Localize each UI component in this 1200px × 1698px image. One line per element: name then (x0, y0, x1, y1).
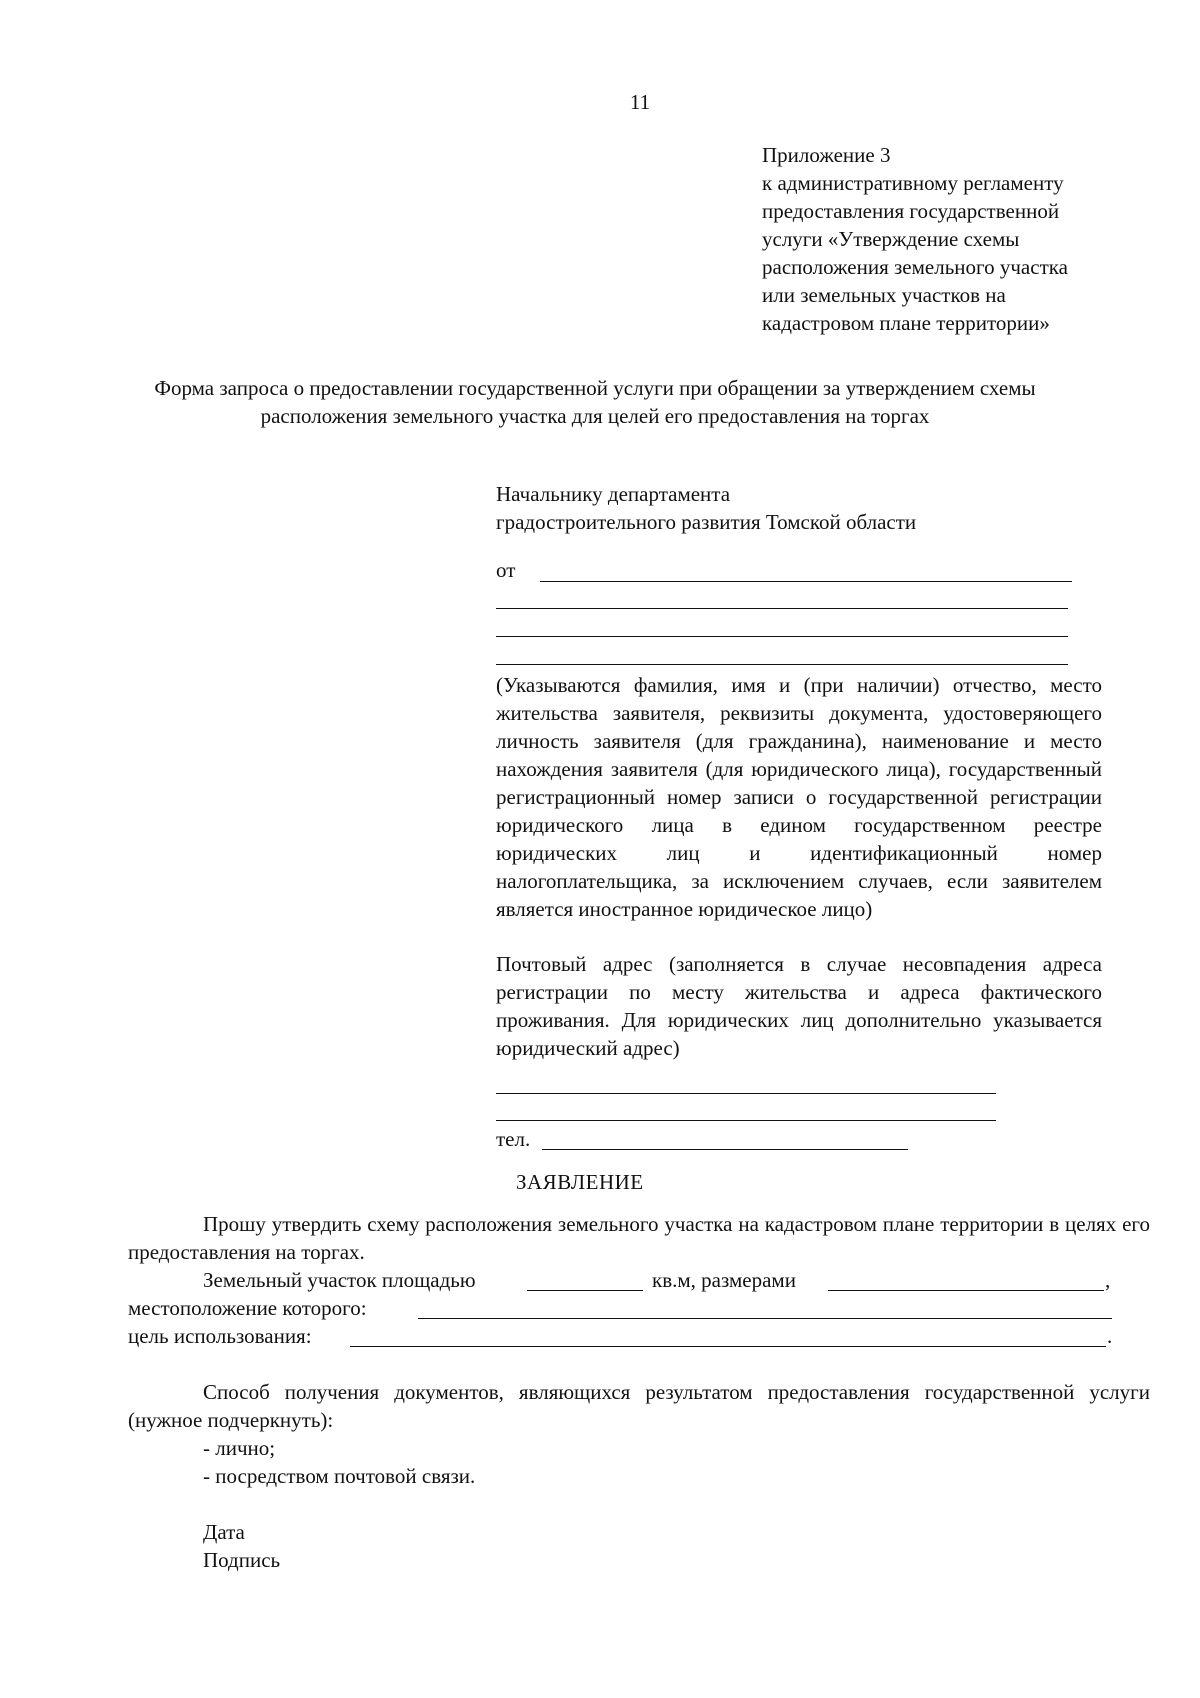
plot-area-field[interactable] (527, 1290, 643, 1291)
form-title: Форма запроса о предоставлении государственной услуги при обращении за утверждением схемы расположения земельного участка для целей его предоставления на торгах (154, 376, 1036, 428)
appendix-line: Приложение 3 (762, 143, 891, 167)
from-field-line[interactable] (540, 581, 1072, 582)
plot-area-row (203, 1266, 476, 1294)
appendix-line: или земельных участков на (762, 283, 1006, 307)
plot-trailing-comma: , (1105, 1268, 1111, 1292)
page-number: 11 (629, 90, 651, 114)
statement-paragraph (128, 1210, 1150, 1266)
appendix-line: услуги «Утверждение схемы (762, 227, 1020, 251)
delivery-option-mail[interactable]: - посредством почтовой связи. (203, 1464, 476, 1488)
plot-area-label: Земельный участок площадью (203, 1268, 476, 1292)
postal-note-text: Почтовый адрес (заполняется в случае несовпадения адреса регистрации по месту жительства и адреса фактического проживания. Для юридических лиц дополнительно указывается юридический адрес) (496, 952, 1102, 1060)
appendix-line: расположения земельного участка (762, 255, 1068, 279)
appendix-line: к административному регламенту (762, 171, 1064, 195)
from-field-line-2[interactable] (496, 608, 1068, 609)
tel-field-line[interactable] (542, 1149, 908, 1150)
delivery-option-in-person[interactable]: - лично; (203, 1436, 276, 1460)
recipient-line-2: градостроительного развития Томской области (496, 510, 917, 534)
delivery-paragraph (128, 1378, 1150, 1434)
recipient-line-1: Начальнику департамента (496, 482, 731, 506)
signature-label: Подпись (203, 1548, 281, 1572)
plot-purpose-field[interactable] (350, 1346, 1106, 1347)
plot-size-field[interactable] (828, 1290, 1104, 1291)
plot-trailing-period: . (1107, 1324, 1113, 1348)
applicant-note-text: (Указываются фамилия, имя и (при наличии) отчество, место жительства заявителя, реквизиты документа, удостоверяющего личность заявителя (для гражданина), наименование и место нахождения заявителя (для юридического лица), государственный регистрационный номер записи о государственной регистрации юридического лица в едином государственном реестре юридических лиц и идентификационный номер налогоплательщика, за исключением случаев, если заявителем является иностранное юридическое лицо) (496, 673, 1102, 921)
tel-label: тел. (496, 1127, 531, 1151)
statement-heading: ЗАЯВЛЕНИЕ (516, 1170, 644, 1194)
plot-location-field[interactable] (418, 1318, 1112, 1319)
statement-text: Прошу утвердить схему расположения земельного участка на кадастровом плане территории в целях его предоставления на торгах. (128, 1212, 1150, 1264)
recipient-block (496, 480, 1056, 536)
plot-unit-label: кв.м, размерами (652, 1268, 796, 1292)
appendix-line: кадастровом плане территории» (762, 311, 1050, 335)
appendix-line: предоставления государственной (762, 199, 1060, 223)
postal-note (496, 950, 1102, 1062)
date-label: Дата (203, 1520, 245, 1544)
from-field-line-4[interactable] (496, 664, 1068, 665)
postal-field-line-2[interactable] (496, 1120, 996, 1121)
delivery-text: Способ получения документов, являющихся результатом предоставления государственной услуги (нужное подчеркнуть): (128, 1380, 1150, 1432)
appendix-header (762, 141, 1142, 337)
plot-purpose-label: цель использования: (128, 1324, 312, 1348)
applicant-note (496, 671, 1102, 923)
from-label: от (496, 558, 516, 582)
from-field-line-3[interactable] (496, 636, 1068, 637)
postal-field-line-1[interactable] (496, 1093, 996, 1094)
plot-location-label: местоположение которого: (128, 1296, 367, 1320)
